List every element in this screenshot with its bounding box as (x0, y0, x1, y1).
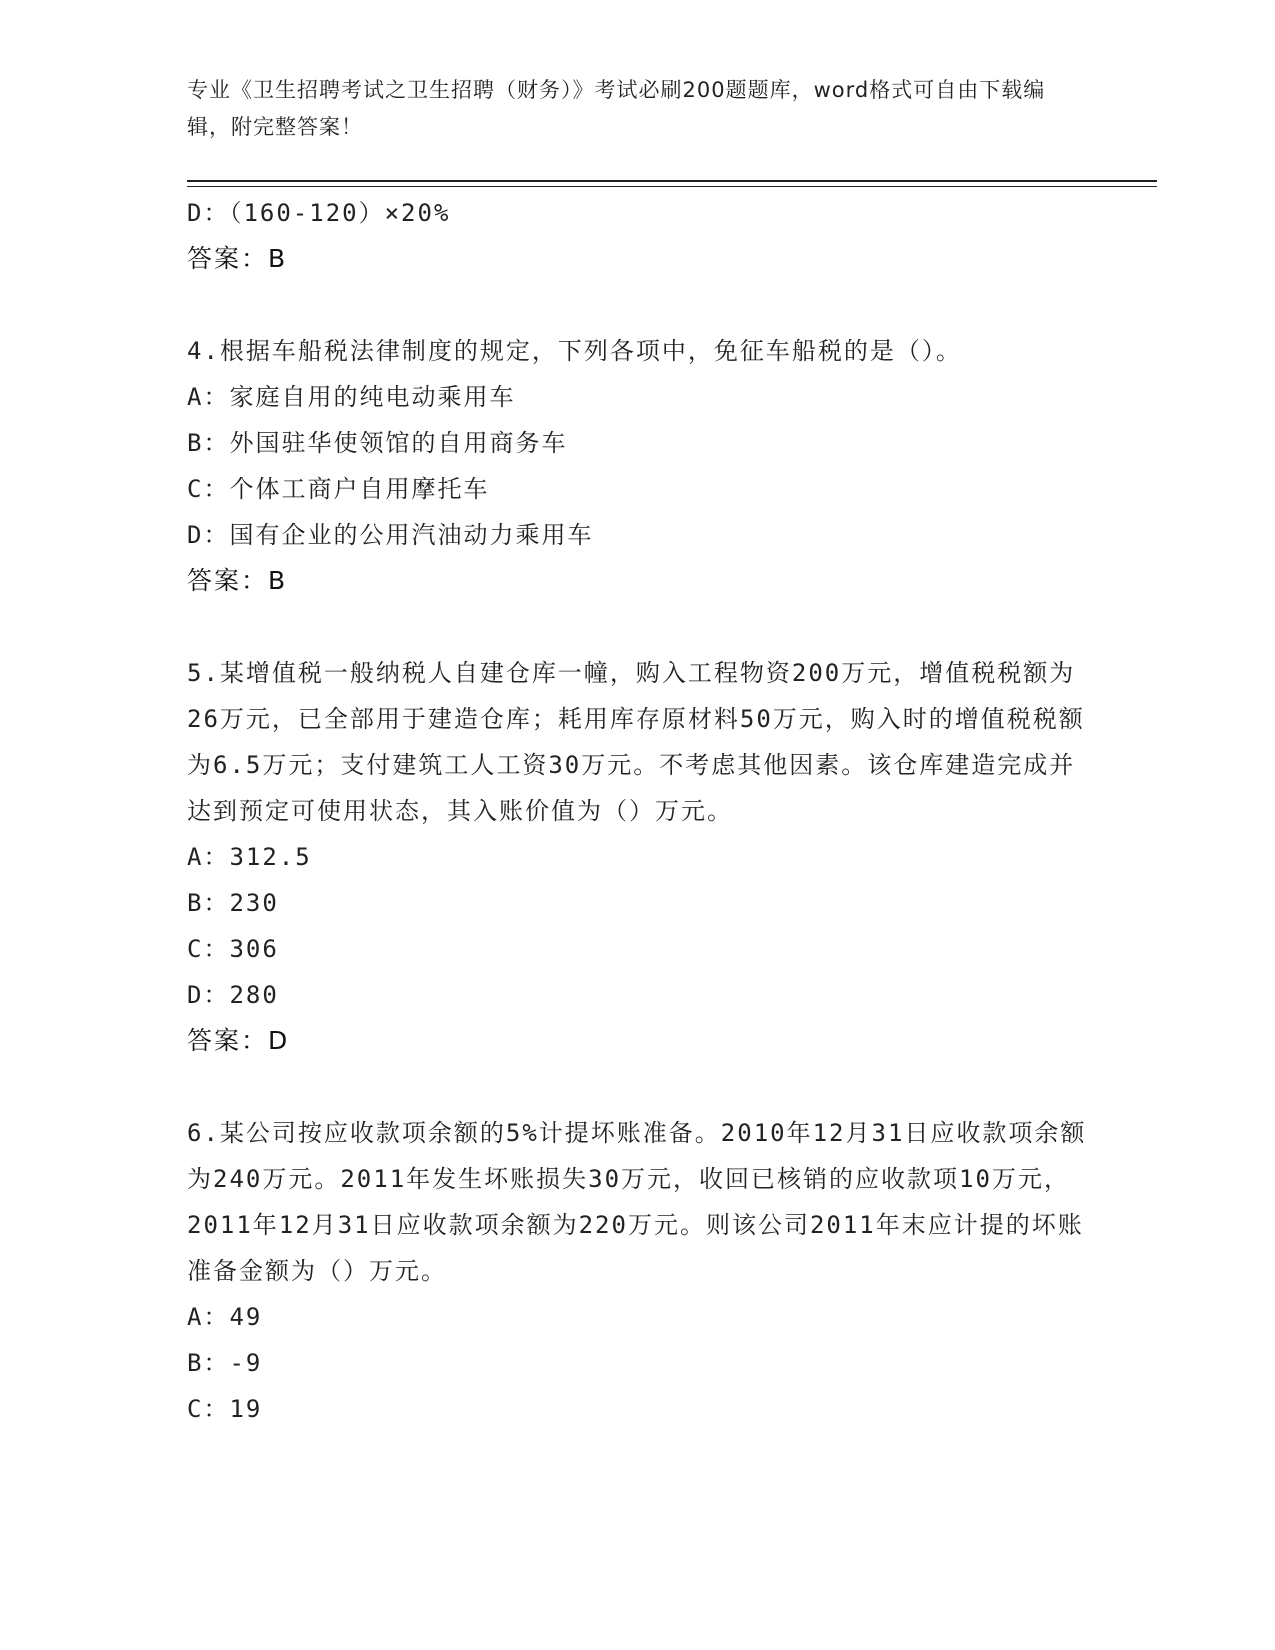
question-stem: 4.根据车船税法律制度的规定，下列各项中，免征车船税的是（）。 (187, 337, 962, 365)
question-4 (187, 328, 1087, 604)
question-5 (187, 650, 1087, 1064)
option-c: C：306 (187, 935, 279, 963)
question-stem: 6.某公司按应收款项余额的5%计提坏账准备。2010年12月31日应收款项余额为240万元。2011年发生坏账损失30万元，收回已核销的应收款项10万元，2011年12月31日应收款项余额为220万元。则该公司2011年末应计提的坏账准备金额为（）万元。 (187, 1119, 1087, 1285)
option-d: D：280 (187, 981, 279, 1009)
answer-line: 答案：B (187, 244, 288, 273)
option-b: B：外国驻华使领馆的自用商务车 (187, 429, 568, 457)
option-a: A：312.5 (187, 843, 312, 871)
header-divider-thick (187, 180, 1157, 182)
option-d: D：国有企业的公用汽油动力乘用车 (187, 521, 594, 549)
option-b: B：-9 (187, 1349, 263, 1377)
option-d: D：（160-120）×20% (187, 199, 451, 227)
question-content (187, 190, 1087, 1432)
answer-line: 答案：B (187, 566, 288, 595)
question-6 (187, 1110, 1087, 1432)
option-c: C：个体工商户自用摩托车 (187, 475, 490, 503)
option-a: A：家庭自用的纯电动乘用车 (187, 383, 516, 411)
question-stem: 5.某增值税一般纳税人自建仓库一幢，购入工程物资200万元，增值税税额为26万元，已全部用于建造仓库；耗用库存原材料50万元，购入时的增值税税额为6.5万元；支付建筑工人工资30万元。不考虑其他因素。该仓库建造完成并达到预定可使用状态，其入账价值为（）万元。 (187, 659, 1085, 825)
answer-line: 答案：D (187, 1026, 290, 1055)
header-divider-thin (187, 186, 1157, 187)
option-c: C：19 (187, 1395, 263, 1423)
option-a: A：49 (187, 1303, 263, 1331)
previous-question-tail (187, 190, 1087, 282)
document-header: 专业《卫生招聘考试之卫生招聘（财务）》考试必刷200题题库，word格式可自由下载编辑，附完整答案！ (187, 78, 1046, 139)
option-b: B：230 (187, 889, 279, 917)
